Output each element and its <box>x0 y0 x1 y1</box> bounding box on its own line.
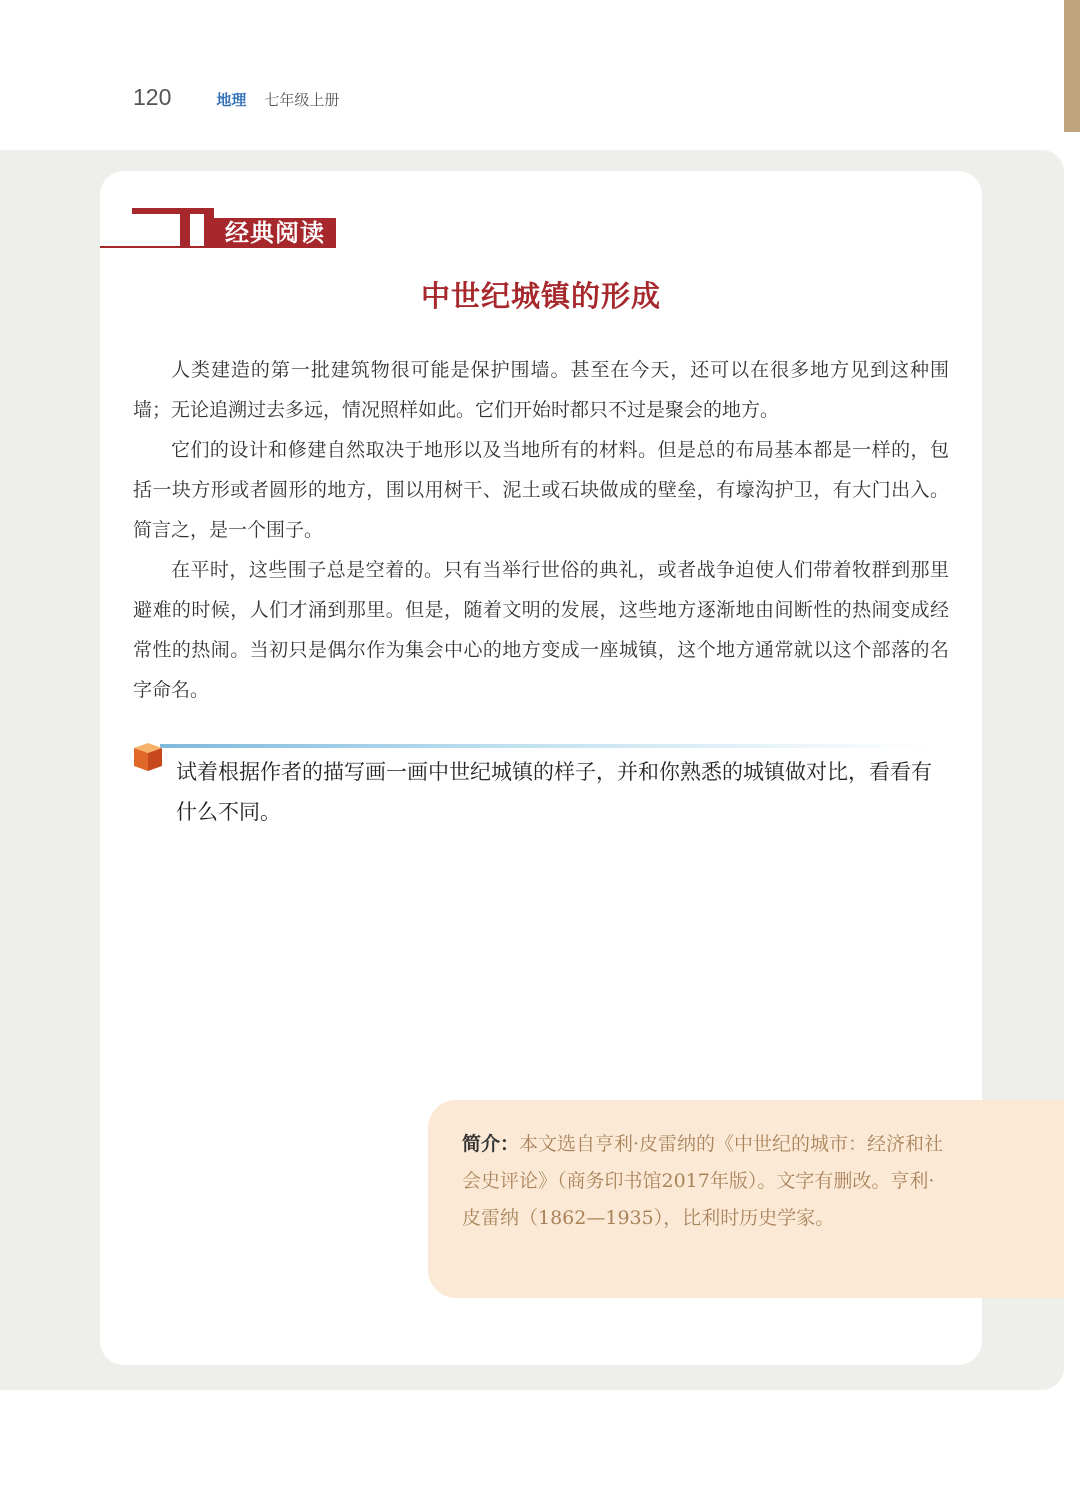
paragraph: 它们的设计和修建自然取决于地形以及当地所有的材料。但是总的布局基本都是一样的，包括一块方形或者圆形的地方，围以用树干、泥土或石块做成的壁垒，有壕沟护卫，有大门出入。简言之，是一个围子。 <box>133 439 949 541</box>
subject-label: 地理 <box>216 91 247 109</box>
paragraph: 人类建造的第一批建筑物很可能是保护围墙。甚至在今天，还可以在很多地方见到这种围墙；无论追溯过去多远，情况照样如此。它们开始时都只不过是聚会的地方。 <box>133 359 949 421</box>
page-edge-tab <box>1064 0 1080 132</box>
page-header <box>133 84 339 116</box>
question-text: 试着根据作者的描写画一画中世纪城镇的样子，并和你熟悉的城镇做对比，看看有什么不同。 <box>176 760 932 824</box>
intro-content: 本文选自亨利·皮雷纳的《中世纪的城市：经济和社会史评论》（商务印书馆2017年版）。文字有删改。亨利·皮雷纳（1862—1935），比利时历史学家。 <box>462 1133 944 1229</box>
article-body <box>133 350 949 710</box>
section-bracket-decoration <box>132 208 214 248</box>
section-label <box>100 202 340 250</box>
question-box-icon <box>131 740 165 774</box>
question-divider <box>160 744 930 748</box>
intro-text <box>462 1126 952 1237</box>
page-number: 120 <box>133 84 172 110</box>
paragraph: 在平时，这些围子总是空着的。只有当举行世俗的典礼，或者战争迫使人们带着牧群到那里避难的时候，人们才涌到那里。但是，随着文明的发展，这些地方逐渐地由间断性的热闹变成经常性的热闹。当初只是偶尔作为集会中心的地方变成一座城镇，这个地方通常就以这个部落的名字命名。 <box>133 559 949 701</box>
article-title: 中世纪城镇的形成 <box>420 279 661 313</box>
intro-label: 简介： <box>462 1133 520 1155</box>
section-label-text: 经典阅读 <box>214 218 336 248</box>
grade-label: 七年级上册 <box>264 91 340 109</box>
